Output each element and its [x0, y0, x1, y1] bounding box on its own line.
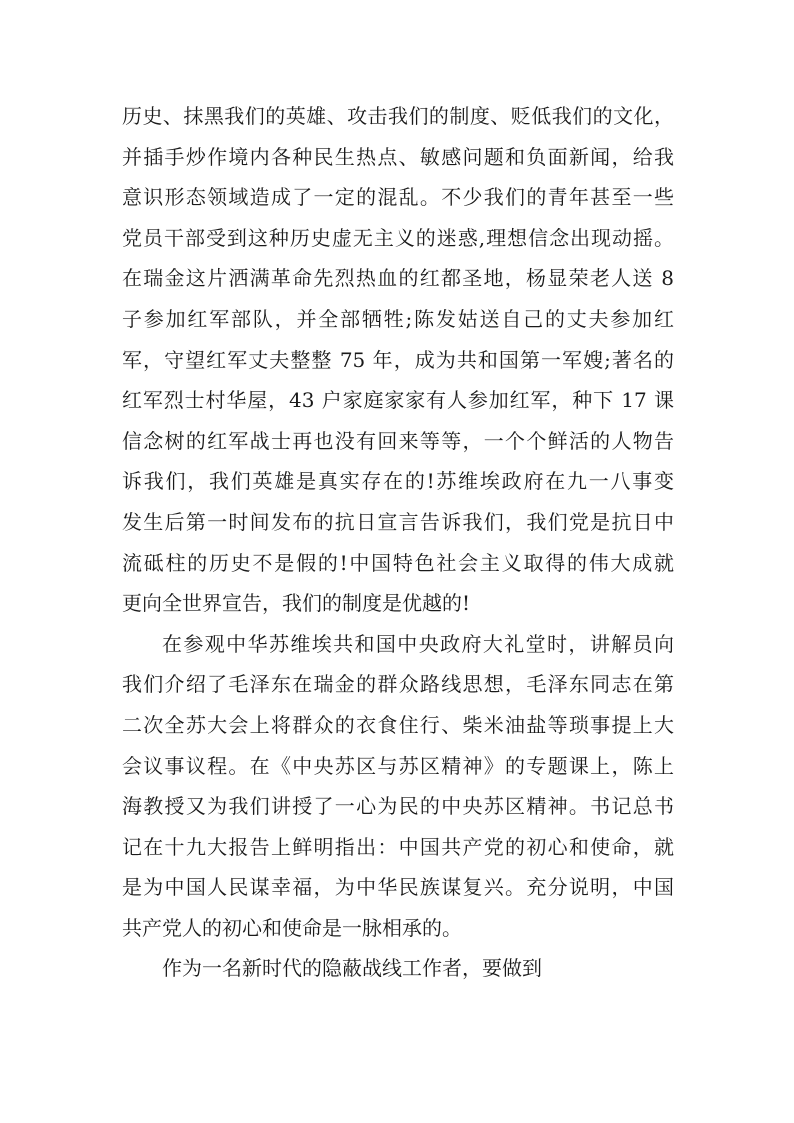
- document-body: [122, 96, 674, 989]
- text-line: 海教授又为我们讲授了一心为民的中央苏区精神。书记总书: [122, 794, 674, 819]
- text-line: 更向全世界宣告，我们的制度是优越的!: [122, 591, 471, 616]
- text-line: 在瑞金这片洒满革命先烈热血的红都圣地，杨显荣老人送 8: [122, 266, 674, 291]
- text-line: 我们介绍了毛泽东在瑞金的群众路线思想，毛泽东同志在第: [122, 672, 674, 697]
- text-line: 意识形态领域造成了一定的混乱。不少我们的青年甚至一些: [122, 185, 674, 210]
- text-line: 并插手炒作境内各种民生热点、敏感问题和负面新闻，给我: [122, 144, 674, 169]
- text-line: 记在十九大报告上鲜明指出：中国共产党的初心和使命，就: [122, 834, 674, 859]
- paragraph-history: [122, 96, 674, 624]
- text-line: 历史、抹黑我们的英雄、攻击我们的制度、贬低我们的文化，: [122, 104, 674, 128]
- text-line: 发生后第一时间发布的抗日宣言告诉我们，我们党是抗日中: [122, 509, 674, 534]
- text-line: 是为中国人民谋幸福，为中华民族谋复兴。充分说明，中国: [122, 875, 674, 900]
- text-line: 会议事议程。在《中央苏区与苏区精神》的专题课上，陈上: [122, 753, 674, 778]
- paragraph-closing: [122, 948, 674, 989]
- text-line: 信念树的红军战士再也没有回来等等，一个个鲜活的人物告: [122, 428, 674, 453]
- text-line: 作为一名新时代的隐蔽战线工作者，要做到: [162, 956, 542, 981]
- text-line: 流砥柱的历史不是假的!中国特色社会主义取得的伟大成就: [122, 550, 674, 575]
- text-line: 共产党人的初心和使命是一脉相承的。: [122, 915, 462, 940]
- text-line: 党员干部受到这种历史虚无主义的迷惑,理想信念出现动摇。: [122, 225, 674, 250]
- text-line: 子参加红军部队，并全部牺牲;陈发姑送自己的丈夫参加红: [122, 306, 674, 331]
- text-line: 红军烈士村华屋，43 户家庭家家有人参加红军，种下 17 课: [122, 388, 674, 413]
- paragraph-auditorium: [122, 624, 674, 949]
- text-line: 诉我们，我们英雄是真实存在的!苏维埃政府在九一八事变: [122, 469, 674, 494]
- text-line: 二次全苏大会上将群众的衣食住行、柴米油盐等琐事提上大: [122, 712, 674, 737]
- text-line: 军，守望红军丈夫整整 75 年，成为共和国第一军嫂;著名的: [122, 347, 674, 372]
- text-line: 在参观中华苏维埃共和国中央政府大礼堂时，讲解员向: [162, 631, 674, 656]
